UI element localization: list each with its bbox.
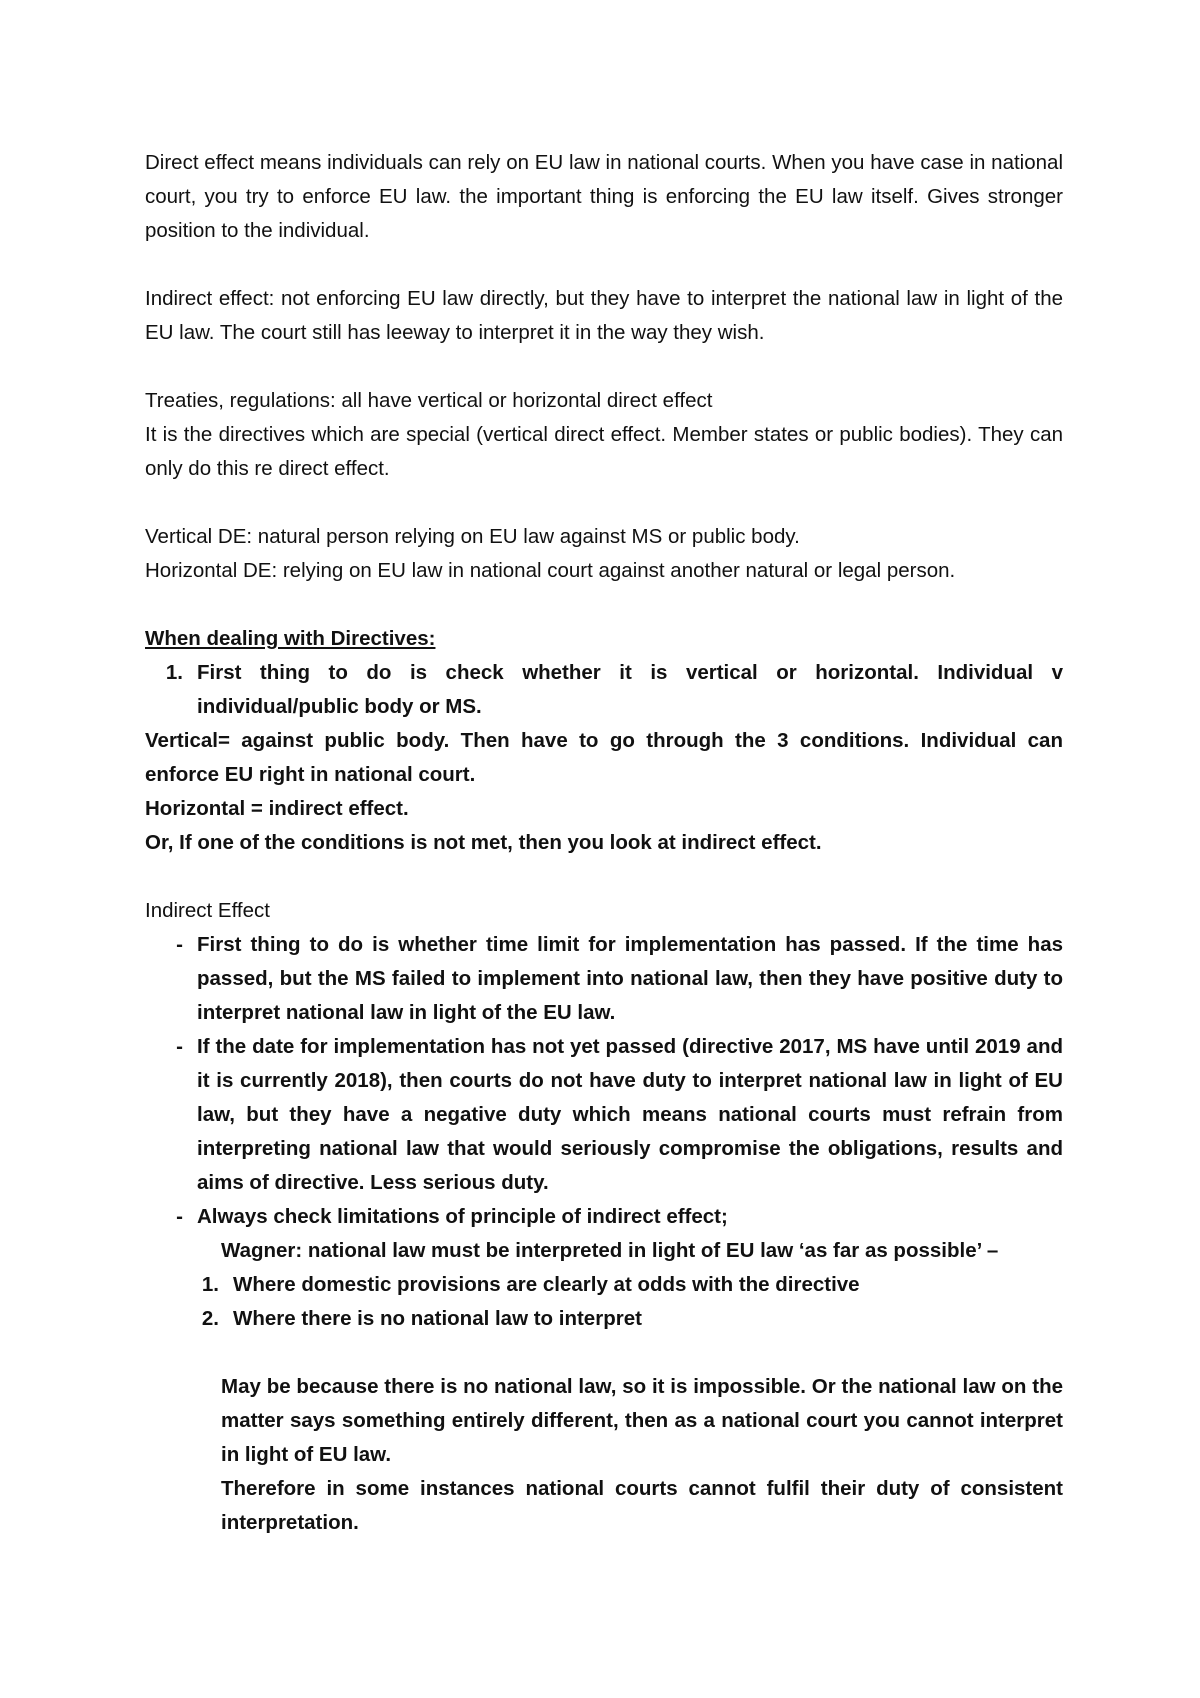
paragraph-vertical: Vertical= against public body. Then have to go through the 3 conditions. Individual can enforce EU right in national court. — [145, 729, 1063, 786]
heading-indirect-effect: Indirect Effect — [145, 899, 270, 922]
list-item-text: Where there is no national law to interpret — [233, 1307, 642, 1330]
list-item-text: Where domestic provisions are clearly at odds with the directive — [233, 1273, 860, 1296]
bullet-item-2 — [145, 1030, 1063, 1200]
spacer — [145, 486, 1063, 520]
bullet-dash: - — [176, 1205, 183, 1228]
spacer — [145, 248, 1063, 282]
bullet-text: Always check limitations of principle of indirect effect; — [197, 1205, 728, 1228]
sub-list-item-2 — [145, 1302, 1063, 1336]
list-number: 1. — [165, 661, 183, 684]
bullet-item-3 — [145, 1200, 1063, 1234]
spacer — [145, 350, 1063, 384]
list-item-step-1 — [145, 656, 1063, 724]
paragraph-treaties: Treaties, regulations: all have vertical or horizontal direct effect — [145, 389, 713, 412]
bullet-text: First thing to do is whether time limit for implementation has passed. If the time has passed, but the MS failed to implement into national law, then they have positive duty to interpret national law in light of the EU law. — [197, 933, 1063, 1024]
paragraph-horizontal-de: Horizontal DE: relying on EU law in national court against another natural or legal person. — [145, 559, 956, 582]
bullet-item-1 — [145, 928, 1063, 1030]
spacer — [145, 860, 1063, 894]
document-body — [145, 146, 1063, 1540]
bullet-dash: - — [176, 1035, 183, 1058]
paragraph-wagner: Wagner: national law must be interpreted in light of EU law ‘as far as possible’ – — [221, 1239, 999, 1262]
paragraph-direct-effect: Direct effect means individuals can rely on EU law in national courts. When you have case in national court, you try to enforce EU law. the important thing is enforcing the EU law itself. Gives stronger position to the individual. — [145, 151, 1063, 242]
paragraph-directives-special: It is the directives which are special (vertical direct effect. Member states or public bodies). They can only do this re direct effect. — [145, 423, 1063, 480]
heading-directives: When dealing with Directives: — [145, 627, 436, 650]
paragraph-horizontal: Horizontal = indirect effect. — [145, 797, 409, 820]
bullet-dash: - — [176, 933, 183, 956]
paragraph-may-be: May be because there is no national law, so it is impossible. Or the national law on the matter says something entirely different, then as a national court you cannot interpret in light of EU law. — [221, 1375, 1063, 1466]
list-item-text: First thing to do is check whether it is vertical or horizontal. Individual v individual/public body or MS. — [197, 661, 1063, 718]
list-number: 1. — [201, 1273, 219, 1296]
sub-list-item-1 — [145, 1268, 1063, 1302]
spacer — [145, 1336, 1063, 1370]
paragraph-indirect-effect: Indirect effect: not enforcing EU law directly, but they have to interpret the national law in light of the EU law. The court still has leeway to interpret it in the way they wish. — [145, 287, 1063, 344]
list-number: 2. — [201, 1307, 219, 1330]
paragraph-vertical-de: Vertical DE: natural person relying on EU law against MS or public body. — [145, 525, 800, 548]
paragraph-or: Or, If one of the conditions is not met, then you look at indirect effect. — [145, 831, 822, 854]
spacer — [145, 588, 1063, 622]
paragraph-therefore: Therefore in some instances national courts cannot fulfil their duty of consistent interpretation. — [221, 1477, 1063, 1534]
bullet-text: If the date for implementation has not yet passed (directive 2017, MS have until 2019 and it is currently 2018), then courts do not have duty to interpret national law in light of EU law, but they have a negative duty which means national courts must refrain from interpreting national law that would seriously compromise the obligations, results and aims of directive. Less serious duty. — [197, 1035, 1063, 1194]
